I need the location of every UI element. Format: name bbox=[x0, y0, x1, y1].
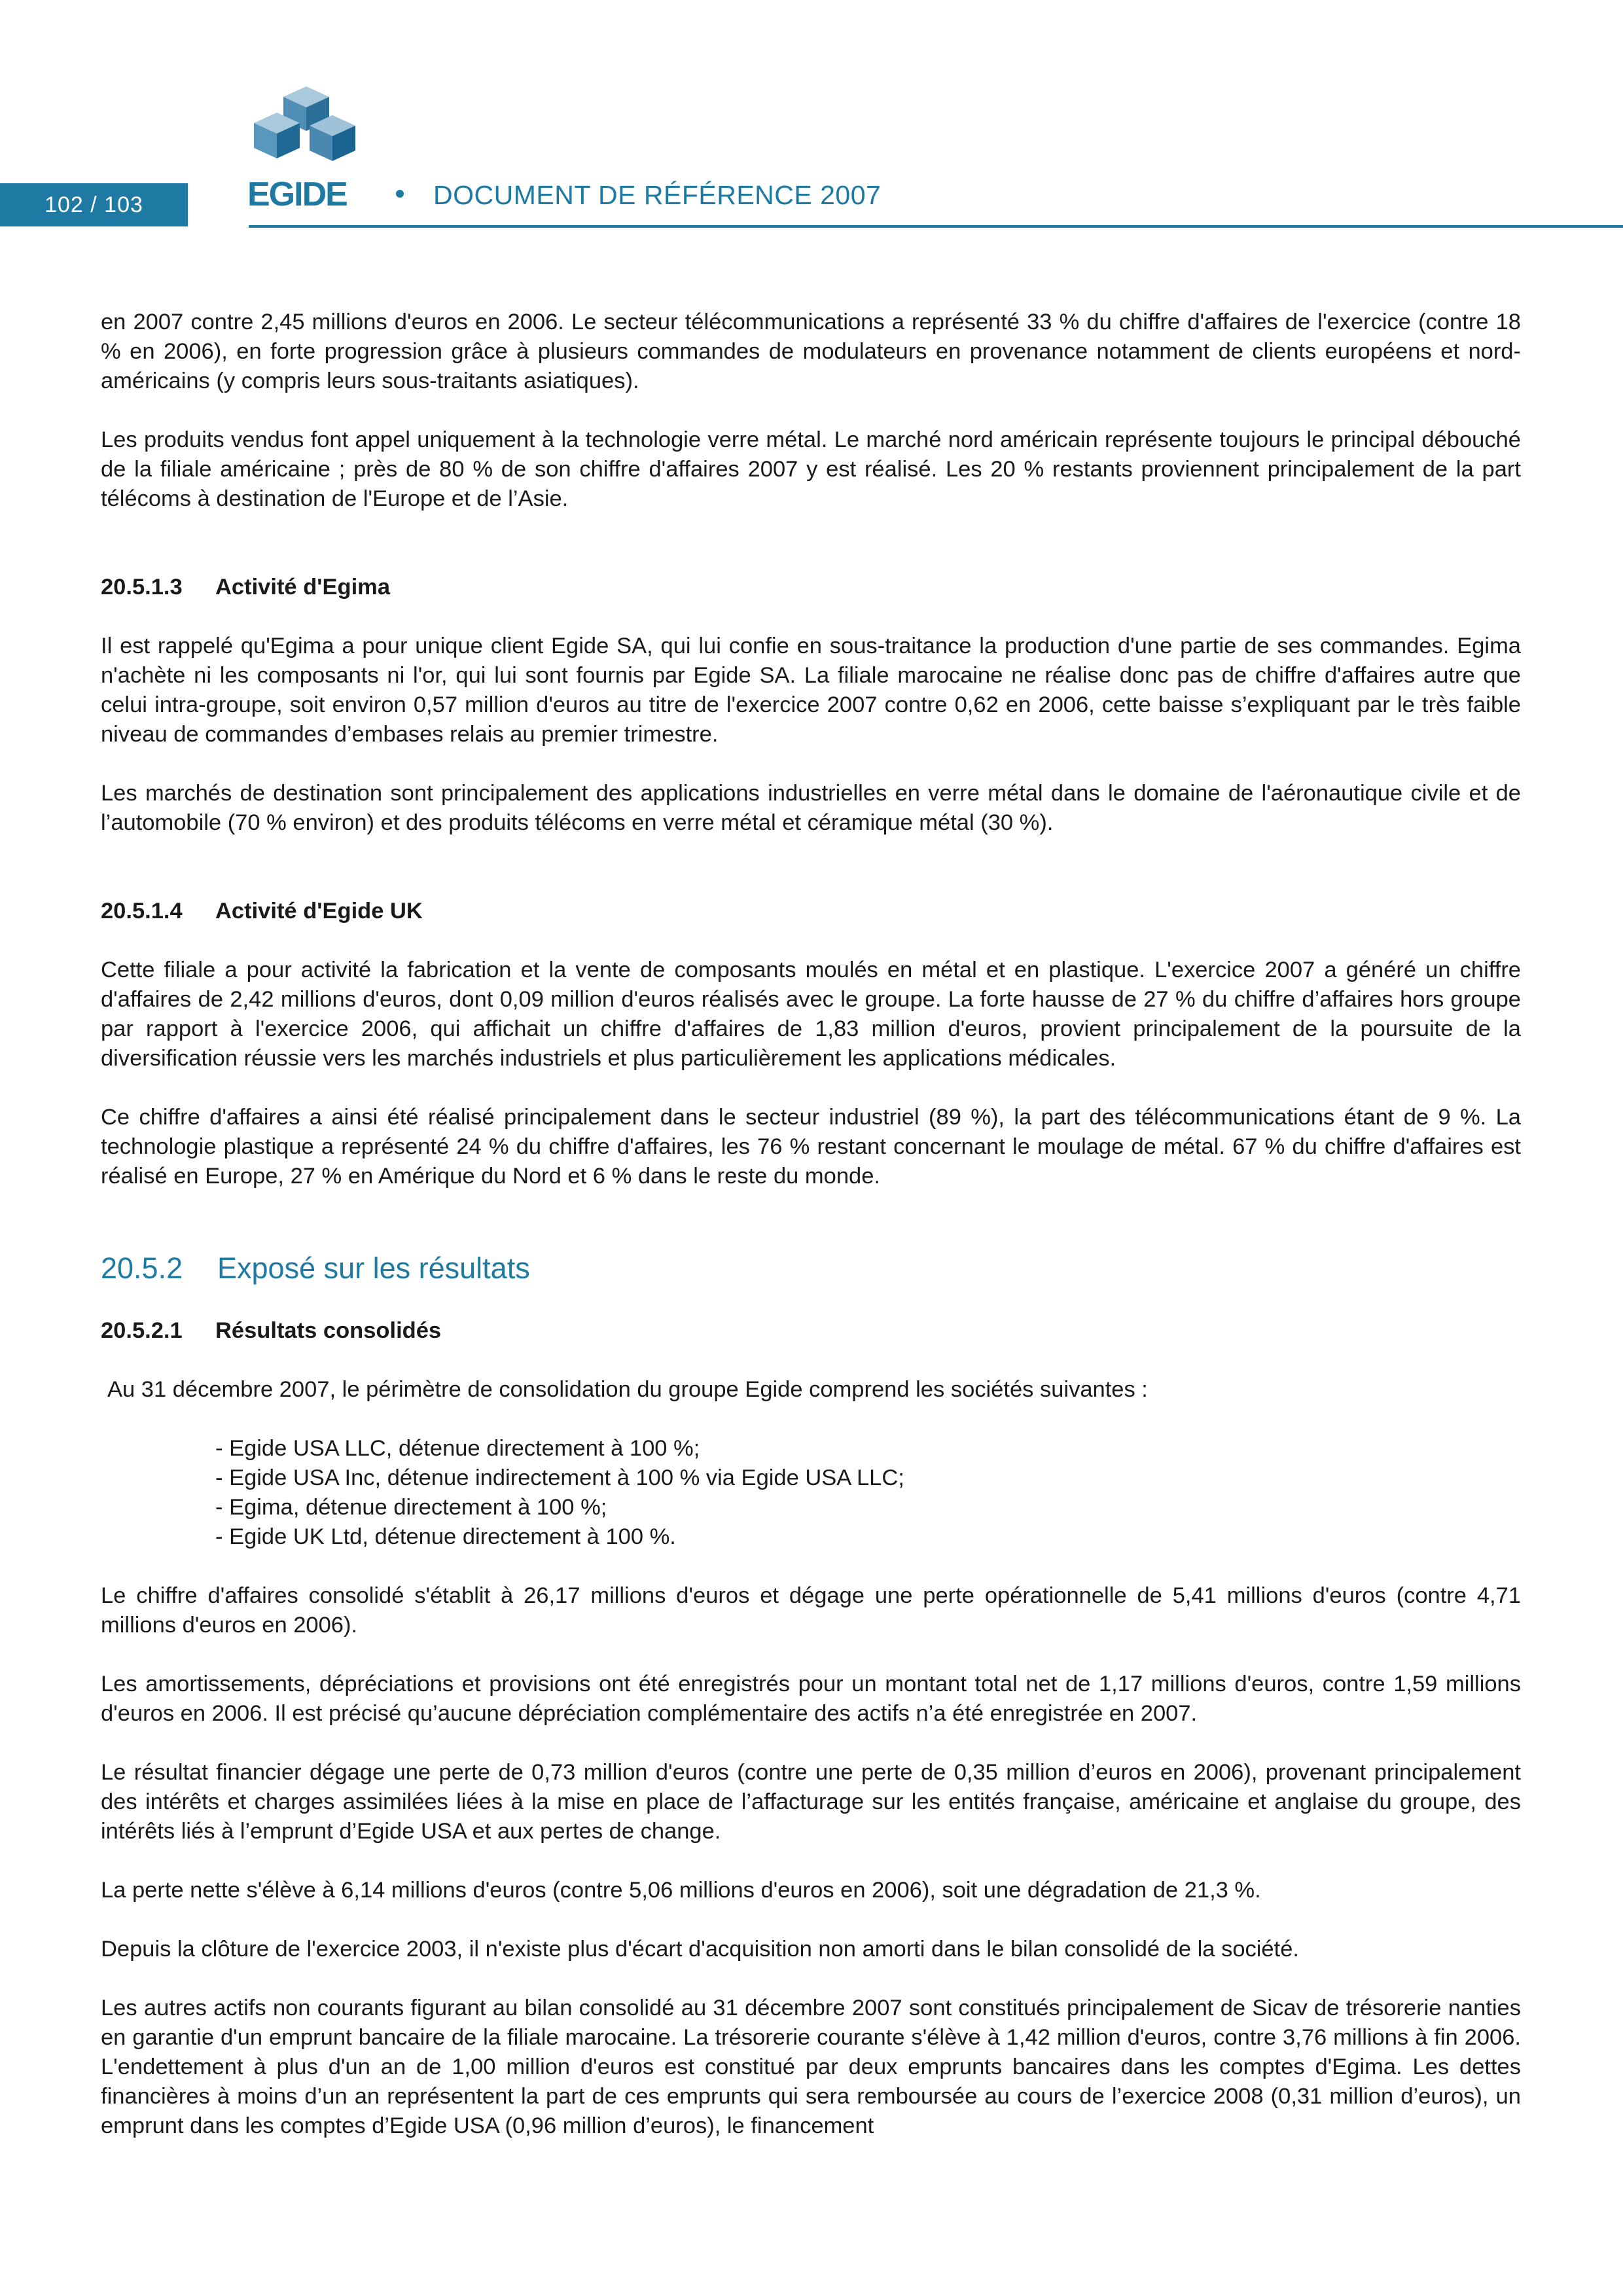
paragraph: Le chiffre d'affaires consolidé s'établit à 26,17 millions d'euros et dégage une perte opérationnelle de 5,41 millions d'euros (contre 4,71 millions d'euros en 2006). bbox=[101, 1583, 1521, 1638]
header-rule bbox=[249, 225, 1623, 228]
paragraph: Ce chiffre d'affaires a ainsi été réalisé principalement dans le secteur industriel (89 %), la part des télécommunications étant de 9 %. La technologie plastique a représenté 24 % du chiffre d'affaires, les 76 % restant concernant le moulage de métal. 67 % du chiffre d'affaires est réalisé en Europe, 27 % en Amérique du Nord et 6 % dans le reste du monde. bbox=[101, 1105, 1521, 1189]
chapter-number: 20.5.2 bbox=[101, 1251, 183, 1285]
section-number: 20.5.2.1 bbox=[101, 1318, 183, 1343]
section-title: Résultats consolidés bbox=[215, 1318, 442, 1343]
paragraph: La perte nette s'élève à 6,14 millions d'euros (contre 5,06 millions d'euros en 2006), soit une dégradation de 21,3 %. bbox=[101, 1878, 1261, 1903]
paragraph: Cette filiale a pour activité la fabrication et la vente de composants moulés en métal et en plastique. L'exercice 2007 a généré un chiffre d'affaires de 2,42 millions d'euros, dont 0,09 million d'euros réalisés avec le groupe. La forte hausse de 27 % du chiffre d’affaires hors groupe par rapport à l'exercice 2006, qui affichait un chiffre d'affaires de 1,83 million d'euros, provient principalement de la poursuite de la diversification réussie vers les marchés industriels et plus particulièrement les applications médicales. bbox=[101, 958, 1521, 1071]
list-item: - Egide USA LLC, détenue directement à 100 %; bbox=[215, 1436, 700, 1461]
section-heading-egima bbox=[101, 573, 1521, 602]
section-heading-egide-uk bbox=[101, 897, 1521, 926]
paragraph: Les marchés de destination sont principalement des applications industrielles en verre métal dans le domaine de l'aéronautique civile et de l’automobile (70 % environ) et des produits télécoms en verre métal et céramique métal (30 %). bbox=[101, 781, 1521, 835]
section-title: Activité d'Egima bbox=[215, 575, 391, 600]
section-title: Activité d'Egide UK bbox=[215, 899, 423, 924]
egide-logo-text: EGIDE bbox=[247, 175, 347, 213]
list-item: - Egima, détenue directement à 100 %; bbox=[215, 1495, 607, 1520]
list-item: - Egide USA Inc, détenue indirectement à 100 % via Egide USA LLC; bbox=[215, 1465, 904, 1490]
paragraph: Il est rappelé qu'Egima a pour unique client Egide SA, qui lui confie en sous-traitance la production d'une partie de ses commandes. Egima n'achète ni les composants ni l'or, qui lui sont fournis par Egide SA. La filiale marocaine ne réalise donc pas de chiffre d'affaires autre que celui intra-groupe, soit environ 0,57 million d'euros au titre de l'exercice 2007 contre 0,62 en 2006, cette baisse s’expliquant par le très faible niveau de commandes d’embases relais au premier trimestre. bbox=[101, 634, 1521, 747]
paragraph: Le résultat financier dégage une perte de 0,73 million d'euros (contre une perte de 0,35 million d’euros en 2006), provenant principalement des intérêts et charges assimilées liées à la mise en place de l’affacturage sur les entités française, américaine et anglaise du groupe, des intérêts liés à l’emprunt d’Egide USA et aux pertes de change. bbox=[101, 1760, 1521, 1844]
chapter-heading-resultats bbox=[101, 1250, 1521, 1287]
list-item: - Egide UK Ltd, détenue directement à 100 %. bbox=[215, 1524, 676, 1549]
paragraph: Au 31 décembre 2007, le périmètre de consolidation du groupe Egide comprend les sociétés suivantes : bbox=[107, 1377, 1148, 1402]
document-title: DOCUMENT DE RÉFÉRENCE 2007 bbox=[433, 180, 882, 210]
section-number: 20.5.1.4 bbox=[101, 899, 183, 924]
paragraph: Depuis la clôture de l'exercice 2003, il n'existe plus d'écart d'acquisition non amorti dans le bilan consolidé de la société. bbox=[101, 1937, 1299, 1962]
paragraph: Les autres actifs non courants figurant au bilan consolidé au 31 décembre 2007 sont constitués principalement de Sicav de trésorerie nanties en garantie d'un emprunt bancaire de la filiale marocaine. La trésorerie courante s'élève à 1,42 million d'euros, contre 3,76 millions à fin 2006. L'endettement à plus d'un an de 1,00 million d'euros est constitué par deux emprunts bancaires dans les comptes d'Egima. Les dettes financières à moins d’un an représentent la part de ces emprunts qui sera remboursée au cours de l’exercice 2008 (0,31 million d’euros), un emprunt dans les comptes d’Egide USA (0,96 million d’euros), le financement bbox=[101, 1996, 1521, 2138]
header-bullet bbox=[396, 190, 404, 198]
consolidation-list bbox=[101, 1434, 1521, 1552]
page-number: 102 / 103 bbox=[0, 183, 188, 226]
paragraph: Les amortissements, dépréciations et provisions ont été enregistrés pour un montant total net de 1,17 millions d'euros, contre 1,59 millions d'euros en 2006. Il est précisé qu’aucune dépréciation complémentaire des actifs n’a été enregistrée en 2007. bbox=[101, 1672, 1521, 1726]
paragraph: Les produits vendus font appel uniquement à la technologie verre métal. Le marché nord américain représente toujours le principal débouché de la filiale américaine ; près de 80 % de son chiffre d'affaires 2007 y est réalisé. Les 20 % restants proviennent principalement de la part télécoms à destination de l'Europe et de l’Asie. bbox=[101, 427, 1521, 511]
chapter-title: Exposé sur les résultats bbox=[217, 1251, 530, 1285]
section-heading-resultats-consolides bbox=[101, 1316, 1521, 1346]
paragraph: en 2007 contre 2,45 millions d'euros en 2006. Le secteur télécommunications a représenté 33 % du chiffre d'affaires de l'exercice (contre 18 % en 2006), en forte progression grâce à plusieurs commandes de modulateurs en provenance notamment de clients européens et nord-américains (y compris leurs sous-traitants asiatiques). bbox=[101, 310, 1521, 393]
page-content bbox=[101, 308, 1521, 2170]
section-number: 20.5.1.3 bbox=[101, 575, 183, 600]
